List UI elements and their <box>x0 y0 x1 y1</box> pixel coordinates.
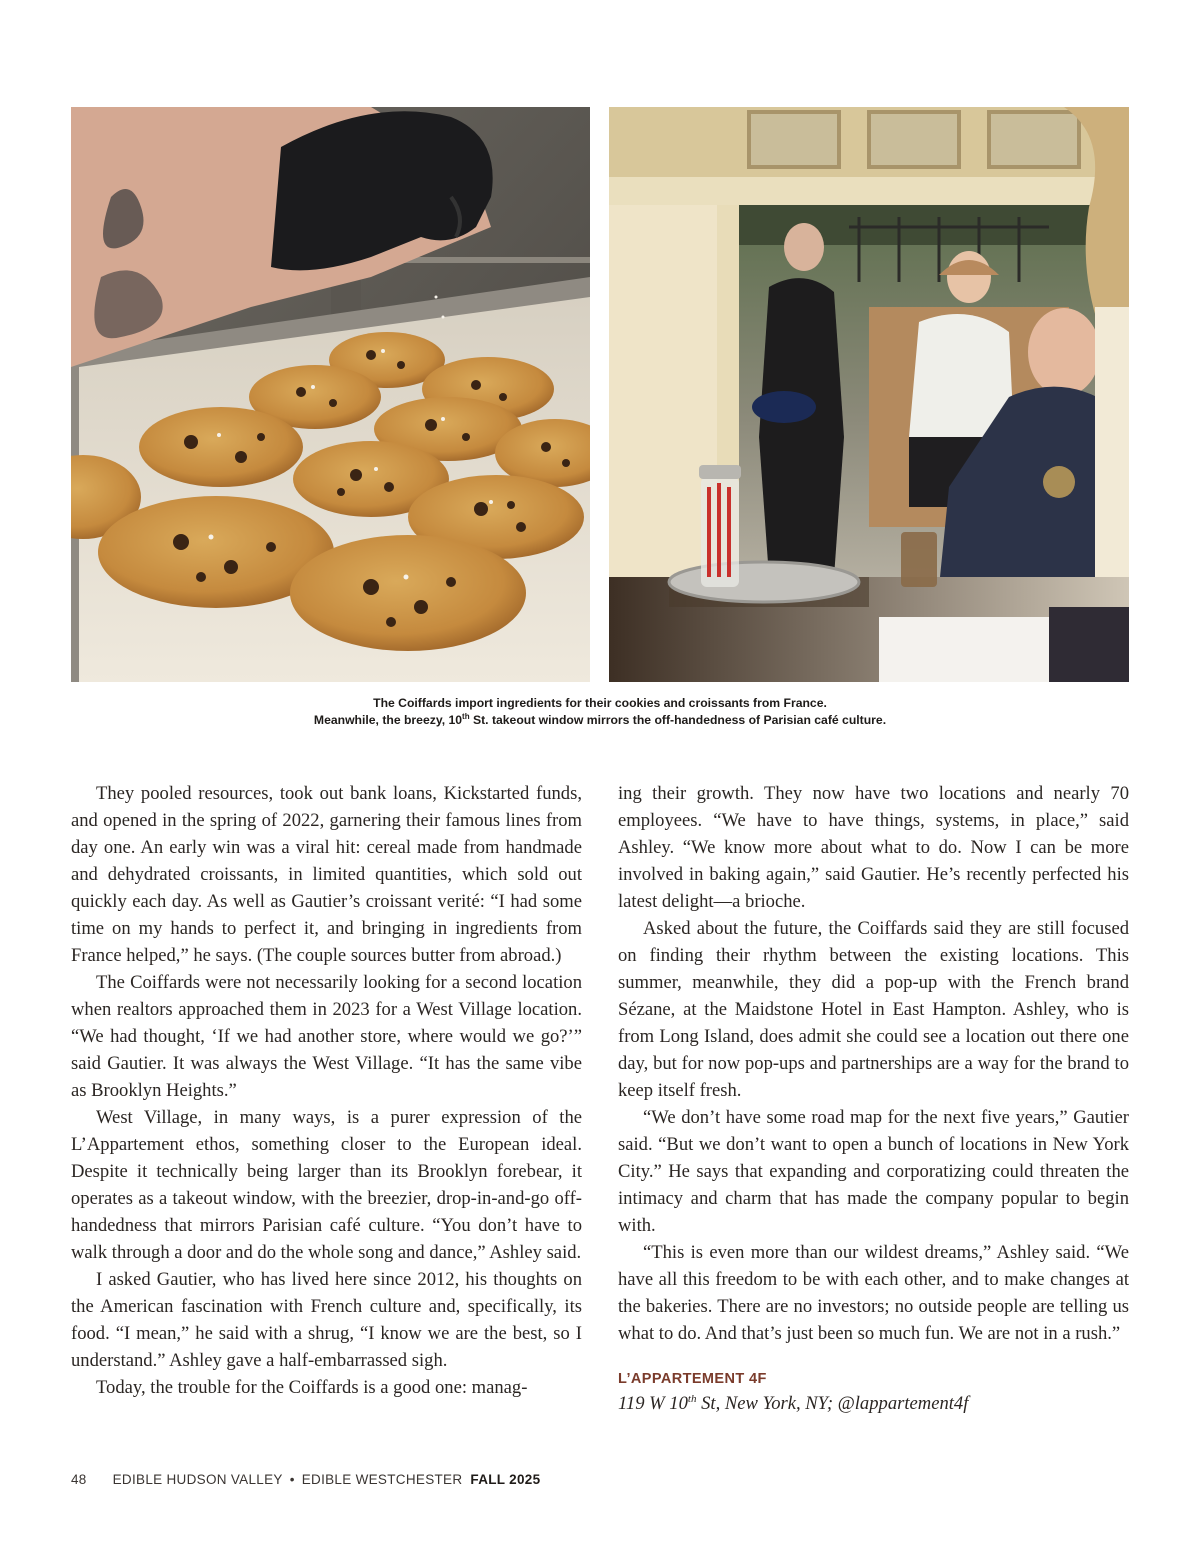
takeout-window-photo <box>609 107 1129 682</box>
takeout-window-photo-illustration <box>609 107 1129 682</box>
footer-separator: • <box>289 1472 295 1487</box>
cookies-photo-illustration <box>71 107 590 682</box>
article-paragraph: Asked about the future, the Coiffards said they are still focused on finding their rhythm between the existing locations. This summer, meanwhile, they did a pop-up with the French brand Sézane, at the Maidstone Hotel in East Hampton. Ashley, who is from Long Island, does admit she could see a location out there one day, but for now pop-ups and partnerships are a way for the brand to keep itself fresh. <box>618 918 1129 1101</box>
page-footer <box>71 1472 540 1487</box>
caption-line-2-end: St. takeout window mirrors the off-handedness of Parisian café culture. <box>469 713 887 727</box>
issue-label: FALL 2025 <box>470 1472 541 1487</box>
article-paragraph: Today, the trouble for the Coiffards is a good one: manag- <box>96 1377 528 1398</box>
caption-line-2 <box>71 712 1129 729</box>
article-paragraph: They pooled resources, took out bank loans, Kickstarted funds, and opened in the spring of 2022, garnering their famous lines from day one. An early win was a viral hit: cereal made from handmade and dehydrated croissants, in limited quantities, which sold out quickly each day. As well as Gautier’s croissant verité: “I had some time on my hands to perfect it, and bringing in ingredients from France helped,” he says. (The couple sources butter from abroad.) <box>71 783 582 966</box>
cookies-photo <box>71 107 590 682</box>
caption-line-2-start: Meanwhile, the breezy, 10 <box>313 713 463 727</box>
page-number: 48 <box>71 1472 87 1487</box>
publication-name-1: EDIBLE HUDSON VALLEY <box>112 1472 283 1487</box>
publication-name-2: EDIBLE WESTCHESTER <box>301 1472 463 1487</box>
article-column-left <box>71 780 582 1401</box>
venue-address-end: St, New York, NY; @lappartement4f <box>696 1393 969 1414</box>
venue-address-start: 119 W 10 <box>618 1393 688 1414</box>
article-paragraph: “We don’t have some road map for the next five years,” Gautier said. “But we don’t want to open a bunch of locations in New York City.” He says that expanding and corporatizing could threaten the intimacy and charm that has made the company popular to begin with. <box>618 1107 1129 1236</box>
article-column-right <box>618 780 1129 1418</box>
photo-caption <box>71 695 1129 729</box>
venue-address <box>618 1390 1129 1418</box>
article-paragraph: ing their growth. They now have two locations and nearly 70 employees. “We have to have things, systems, in place,” said Ashley. “We know more about what to do. Now I can be more involved in baking again,” said Gautier. He’s recently perfected his latest delight—a brioche. <box>618 783 1129 912</box>
article-paragraph: West Village, in many ways, is a purer expression of the L’Appartement ethos, something closer to the European ideal. Despite it technically being larger than its Brooklyn forebear, it operates as a takeout window, with the breezier, drop-in-and-go off-handedness that mirrors Parisian café culture. “You don’t have to walk through a door and do the whole song and dance,” Ashley said. <box>71 1107 582 1263</box>
article-paragraph: I asked Gautier, who has lived here since 2012, his thoughts on the American fascination with French culture and, specifically, its food. “I mean,” he said with a shrug, “I know we are the best, so I understand.” Ashley gave a half-embarrassed sigh. <box>71 1269 582 1371</box>
caption-ordinal: th <box>462 711 470 721</box>
article-paragraph: The Coiffards were not necessarily looking for a second location when realtors approached them in 2023 for a West Village location. “We had thought, ‘If we had another store, where would we go?’” said Gautier. It was always the West Village. “It has the same vibe as Brooklyn Heights.” <box>71 972 582 1101</box>
venue-name: L’APPARTEMENT 4F <box>618 1371 767 1387</box>
caption-line-1: The Coiffards import ingredients for their cookies and croissants from France. <box>373 696 827 710</box>
venue-address-ordinal: th <box>687 1392 697 1405</box>
article-paragraph: “This is even more than our wildest dreams,” Ashley said. “We have all this freedom to be with each other, and to make changes at the bakeries. There are no investors; no outside people are telling us what to do. And that’s just been so much fun. We are not in a rush.” <box>618 1242 1129 1344</box>
